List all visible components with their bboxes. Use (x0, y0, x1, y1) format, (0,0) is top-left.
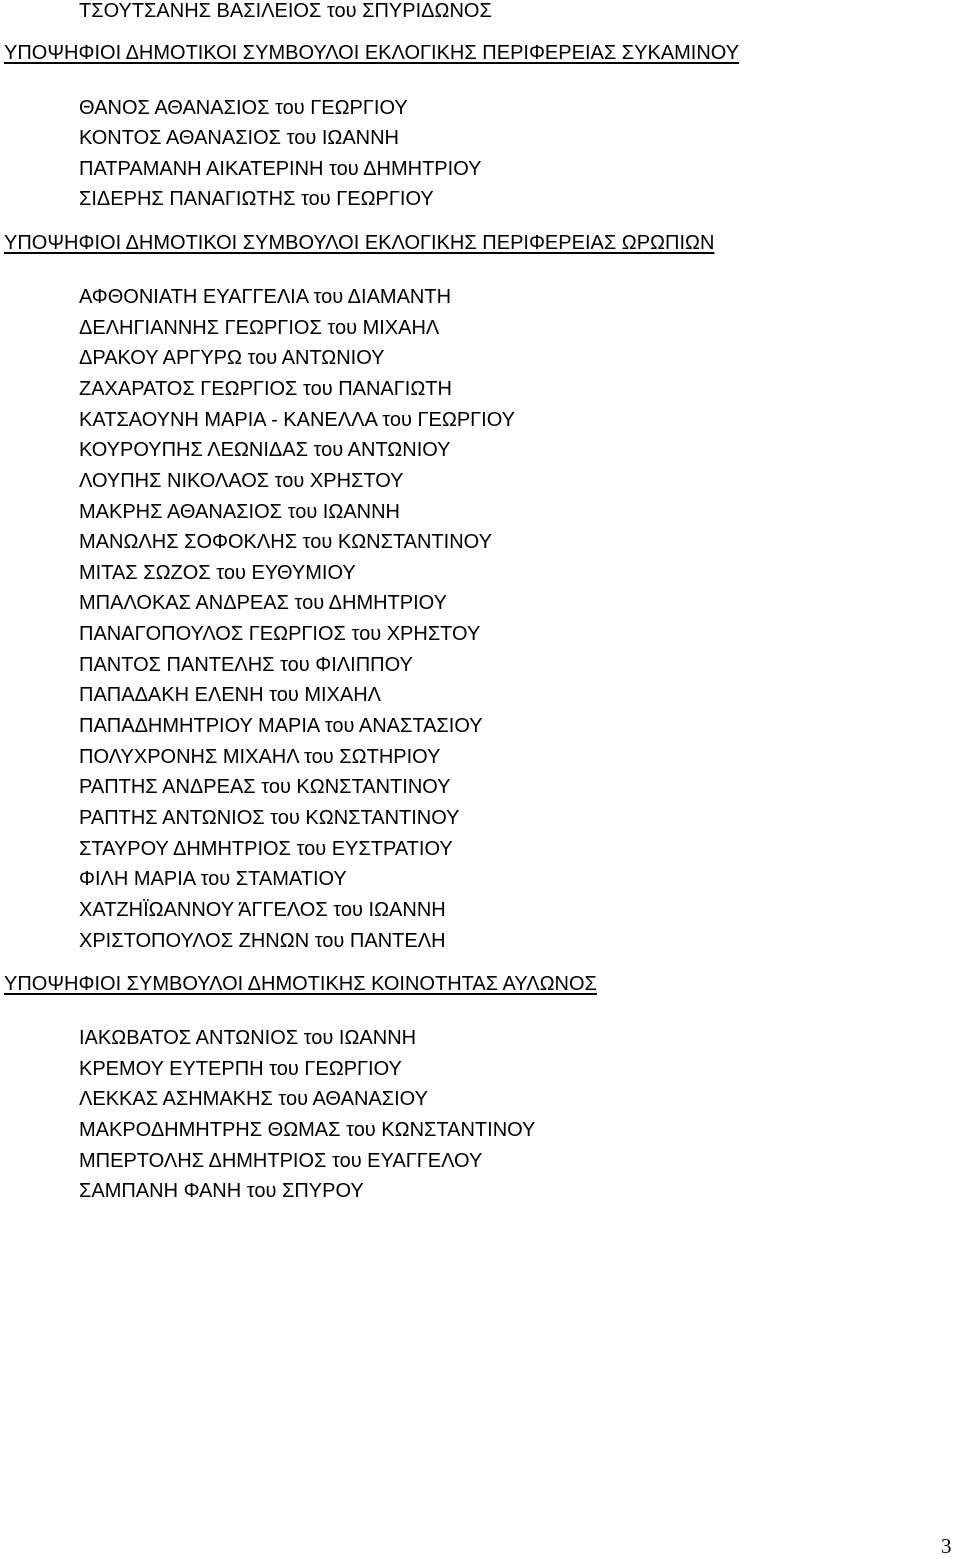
candidate-name: ΚΡΕΜΟΥ ΕΥΤΕΡΠΗ του ΓΕΩΡΓΙΟΥ (79, 1058, 402, 1080)
candidate-name: ΚΑΤΣΑΟΥΝΗ ΜΑΡΙΑ - ΚΑΝΕΛΛΑ του ΓΕΩΡΓΙΟΥ (79, 409, 515, 431)
candidate-name: ΤΣΟΥΤΣΑΝΗΣ ΒΑΣΙΛΕΙΟΣ του ΣΠΥΡΙΔΩΝΟΣ (79, 0, 492, 22)
candidate-name: ΛΕΚΚΑΣ ΑΣΗΜΑΚΗΣ του ΑΘΑΝΑΣΙΟΥ (79, 1088, 428, 1110)
page-number: 3 (941, 1534, 952, 1558)
section-heading: ΥΠΟΨΗΦΙΟΙ ΣΥΜΒΟΥΛΟΙ ΔΗΜΟΤΙΚΗΣ ΚΟΙΝΟΤΗΤΑΣ ΑΥΛΩΝΟΣ (4, 973, 597, 995)
candidate-name: ΚΟΥΡΟΥΠΗΣ ΛΕΩΝΙΔΑΣ του ΑΝΤΩΝΙΟΥ (79, 439, 451, 461)
candidate-name: ΜΑΝΩΛΗΣ ΣΟΦΟΚΛΗΣ του ΚΩΝΣΤΑΝΤΙΝΟΥ (79, 531, 492, 553)
candidate-name: ΣΑΜΠΑΝΗ ΦΑΝΗ του ΣΠΥΡΟΥ (79, 1180, 364, 1202)
candidate-name: ΔΕΛΗΓΙΑΝΝΗΣ ΓΕΩΡΓΙΟΣ του ΜΙΧΑΗΛ (79, 317, 440, 339)
candidate-name: ΠΑΝΤΟΣ ΠΑΝΤΕΛΗΣ του ΦΙΛΙΠΠΟΥ (79, 654, 413, 676)
section-heading: ΥΠΟΨΗΦΙΟΙ ΔΗΜΟΤΙΚΟΙ ΣΥΜΒΟΥΛΟΙ ΕΚΛΟΓΙΚΗΣ ΠΕΡΙΦΕΡΕΙΑΣ ΩΡΩΠΙΩΝ (4, 232, 715, 254)
candidate-name: ΡΑΠΤΗΣ ΑΝΔΡΕΑΣ του ΚΩΝΣΤΑΝΤΙΝΟΥ (79, 776, 451, 798)
candidate-name: ΠΑΠΑΔΑΚΗ ΕΛΕΝΗ του ΜΙΧΑΗΛ (79, 684, 382, 706)
candidate-name: ΑΦΘΟΝΙΑΤΗ ΕΥΑΓΓΕΛΙΑ του ΔΙΑΜΑΝΤΗ (79, 286, 452, 308)
section-heading: ΥΠΟΨΗΦΙΟΙ ΔΗΜΟΤΙΚΟΙ ΣΥΜΒΟΥΛΟΙ ΕΚΛΟΓΙΚΗΣ ΠΕΡΙΦΕΡΕΙΑΣ ΣΥΚΑΜΙΝΟΥ (4, 42, 740, 64)
candidate-name: ΔΡΑΚΟΥ ΑΡΓΥΡΩ του ΑΝΤΩΝΙΟΥ (79, 347, 385, 369)
candidate-name: ΜΑΚΡΗΣ ΑΘΑΝΑΣΙΟΣ του ΙΩΑΝΝΗ (79, 501, 400, 523)
candidate-name: ΜΠΑΛΟΚΑΣ ΑΝΔΡΕΑΣ του ΔΗΜΗΤΡΙΟΥ (79, 592, 447, 614)
candidate-name: ΖΑΧΑΡΑΤΟΣ ΓΕΩΡΓΙΟΣ του ΠΑΝΑΓΙΩΤΗ (79, 378, 452, 400)
candidate-name: ΘΑΝΟΣ ΑΘΑΝΑΣΙΟΣ του ΓΕΩΡΓΙΟΥ (79, 97, 408, 119)
candidate-name: ΜΑΚΡΟΔΗΜΗΤΡΗΣ ΘΩΜΑΣ του ΚΩΝΣΤΑΝΤΙΝΟΥ (79, 1119, 536, 1141)
candidate-name: ΧΑΤΖΗΪΩΑΝΝΟΥ ΆΓΓΕΛΟΣ του ΙΩΑΝΝΗ (79, 899, 446, 921)
candidate-name: ΦΙΛΗ ΜΑΡΙΑ του ΣΤΑΜΑΤΙΟΥ (79, 868, 347, 890)
candidate-name: ΠΑΝΑΓΟΠΟΥΛΟΣ ΓΕΩΡΓΙΟΣ του ΧΡΗΣΤΟΥ (79, 623, 481, 645)
candidate-name: ΣΙΔΕΡΗΣ ΠΑΝΑΓΙΩΤΗΣ του ΓΕΩΡΓΙΟΥ (79, 188, 434, 210)
candidate-name: ΛΟΥΠΗΣ ΝΙΚΟΛΑΟΣ του ΧΡΗΣΤΟΥ (79, 470, 404, 492)
candidate-name: ΙΑΚΩΒΑΤΟΣ ΑΝΤΩΝΙΟΣ του ΙΩΑΝΝΗ (79, 1027, 417, 1049)
candidate-name: ΜΠΕΡΤΟΛΗΣ ΔΗΜΗΤΡΙΟΣ του ΕΥΑΓΓΕΛΟΥ (79, 1150, 483, 1172)
candidate-name: ΣΤΑΥΡΟΥ ΔΗΜΗΤΡΙΟΣ του ΕΥΣΤΡΑΤΙΟΥ (79, 838, 453, 860)
candidate-name: ΡΑΠΤΗΣ ΑΝΤΩΝΙΟΣ του ΚΩΝΣΤΑΝΤΙΝΟΥ (79, 807, 460, 829)
candidate-name: ΠΑΠΑΔΗΜΗΤΡΙΟΥ ΜΑΡΙΑ του ΑΝΑΣΤΑΣΙΟΥ (79, 715, 483, 737)
candidate-name: ΧΡΙΣΤΟΠΟΥΛΟΣ ΖΗΝΩΝ του ΠΑΝΤΕΛΗ (79, 930, 446, 952)
candidate-name: ΠΟΛΥΧΡΟΝΗΣ ΜΙΧΑΗΛ του ΣΩΤΗΡΙΟΥ (79, 746, 441, 768)
candidate-name: ΚΟΝΤΟΣ ΑΘΑΝΑΣΙΟΣ του ΙΩΑΝΝΗ (79, 127, 399, 149)
candidate-name: ΠΑΤΡΑΜΑΝΗ ΑΙΚΑΤΕΡΙΝΗ του ΔΗΜΗΤΡΙΟΥ (79, 158, 482, 180)
candidate-name: ΜΙΤΑΣ ΣΩΖΟΣ του ΕΥΘΥΜΙΟΥ (79, 562, 356, 584)
